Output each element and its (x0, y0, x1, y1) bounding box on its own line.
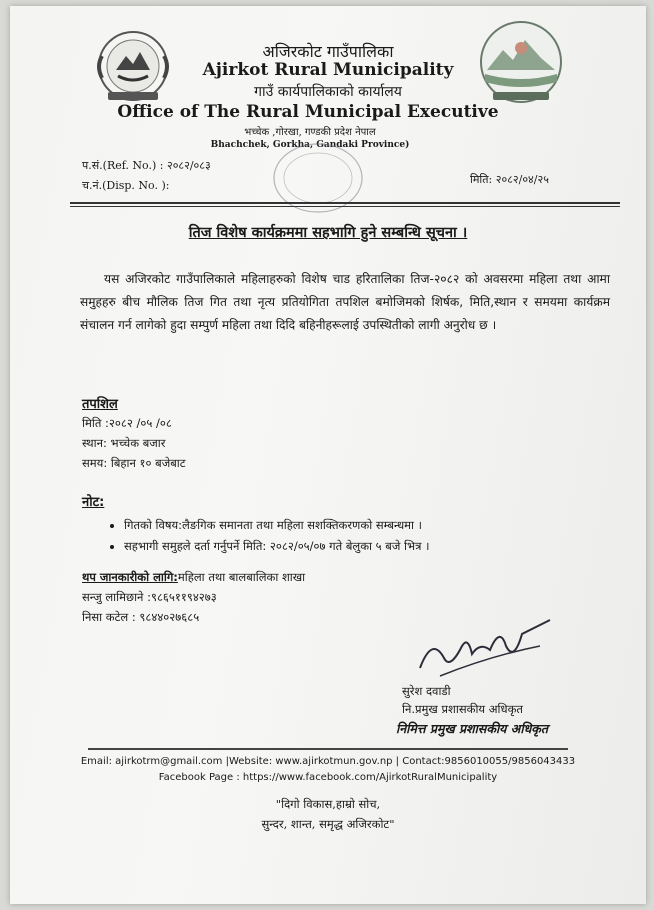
note-item: • सहभागी समुहले दर्ता गर्नुपर्ने मिति: २०८२/०५/०७ गते बेलुका ५ बजे भित्र । (124, 536, 624, 557)
slogan-line-2: सुन्दर, शान्त, समृद्ध अजिरकोट" (261, 817, 395, 831)
signatory-block (402, 682, 523, 718)
municipality-name-en: Ajirkot Rural Municipality (202, 60, 454, 80)
note-item: • गितको विषय:लैङगिक समानता तथा महिला सशक्तिकरणको सम्बन्धमा । (124, 515, 624, 536)
notes-heading: नोट: (82, 495, 105, 510)
address-en: Bhachchek, Gorkha, Gandaki Province) (210, 140, 410, 150)
slogan-line-1: "दिगो विकास,हाम्रो सोच, (275, 797, 381, 811)
reference-number: प.सं.(Ref. No.) : २०८२/०८३ (82, 159, 211, 172)
contact-department: महिला तथा बालबालिका शाखा (177, 570, 306, 584)
signature-mark (410, 606, 560, 686)
address-np: भच्चेक ,गोरखा, गण्डकी प्रदेश नेपाल (244, 127, 376, 138)
municipality-name-np: अजिरकोट गाउँपालिका (262, 42, 394, 61)
office-stamp (270, 140, 366, 216)
footer-facebook: Facebook Page : https://www.facebook.com/AjirkotRuralMunicipality (158, 772, 498, 783)
letter-date: मिति: २०८२/०४/२५ (470, 173, 549, 186)
contact-line (82, 570, 305, 585)
signatory-name: सुरेश दवाडी (402, 684, 451, 698)
contact-person-1: सन्जु लामिछाने :९८६५११९४२७३ (82, 590, 217, 604)
notice-title: तिज विशेष कार्यक्रममा सहभागि हुने सम्बन्धि सूचना । (188, 225, 468, 241)
notice-body: यस अजिरकोट गाउँपालिकाले महिलाहरुको विशेष चाड हरितालिका तिज-२०८२ को अवसरमा महिला तथा आमा समुहहरु बीच मौलिक तिज गित तथा नृत्य प्रतियोगिता तपशिल बमोजिमको शिर्षक, मिति,स्थान र समयमा कार्यक्रम संचालन गर्न लागेको हुदा सम्पुर्ण महिला तथा दिदि बहिनीहरूलाई उपस्थितीको लागी अनुरोध छ । (80, 272, 610, 332)
header-divider (70, 202, 620, 204)
footer-divider (88, 748, 568, 750)
letter-page (10, 6, 646, 904)
signatory-stamp: निमित्त प्रमुख प्रशासकीय अधिकृत (396, 721, 548, 736)
office-name-np: गाउँ कार्यपालिकाको कार्यालय (254, 84, 402, 100)
details-heading: तपशिल (82, 397, 118, 412)
event-place: स्थान: भच्चेक बजार (82, 436, 166, 450)
header-divider-thin (70, 206, 620, 207)
notes-list (106, 515, 624, 557)
signatory-title: नि.प्रमुख प्रशासकीय अधिकृत (402, 702, 523, 716)
contact-person-2: निसा कटेल : ९८४४०२७६८५ (82, 610, 200, 624)
event-time: समय: बिहान १० बजेबाट (82, 456, 186, 470)
dispatch-number: च.नं.(Disp. No. ): (82, 179, 170, 192)
contact-heading: थप जानकारीको लागि: (82, 570, 178, 584)
office-name-en: Office of The Rural Municipal Executive (117, 102, 499, 122)
event-date: मिति :२०८२ /०५ /०८ (82, 416, 172, 430)
footer-contact: Email: ajirkotrm@gmail.com |Website: www.ajirkotmun.gov.np | Contact:9856010055/9856043433 (80, 756, 576, 767)
